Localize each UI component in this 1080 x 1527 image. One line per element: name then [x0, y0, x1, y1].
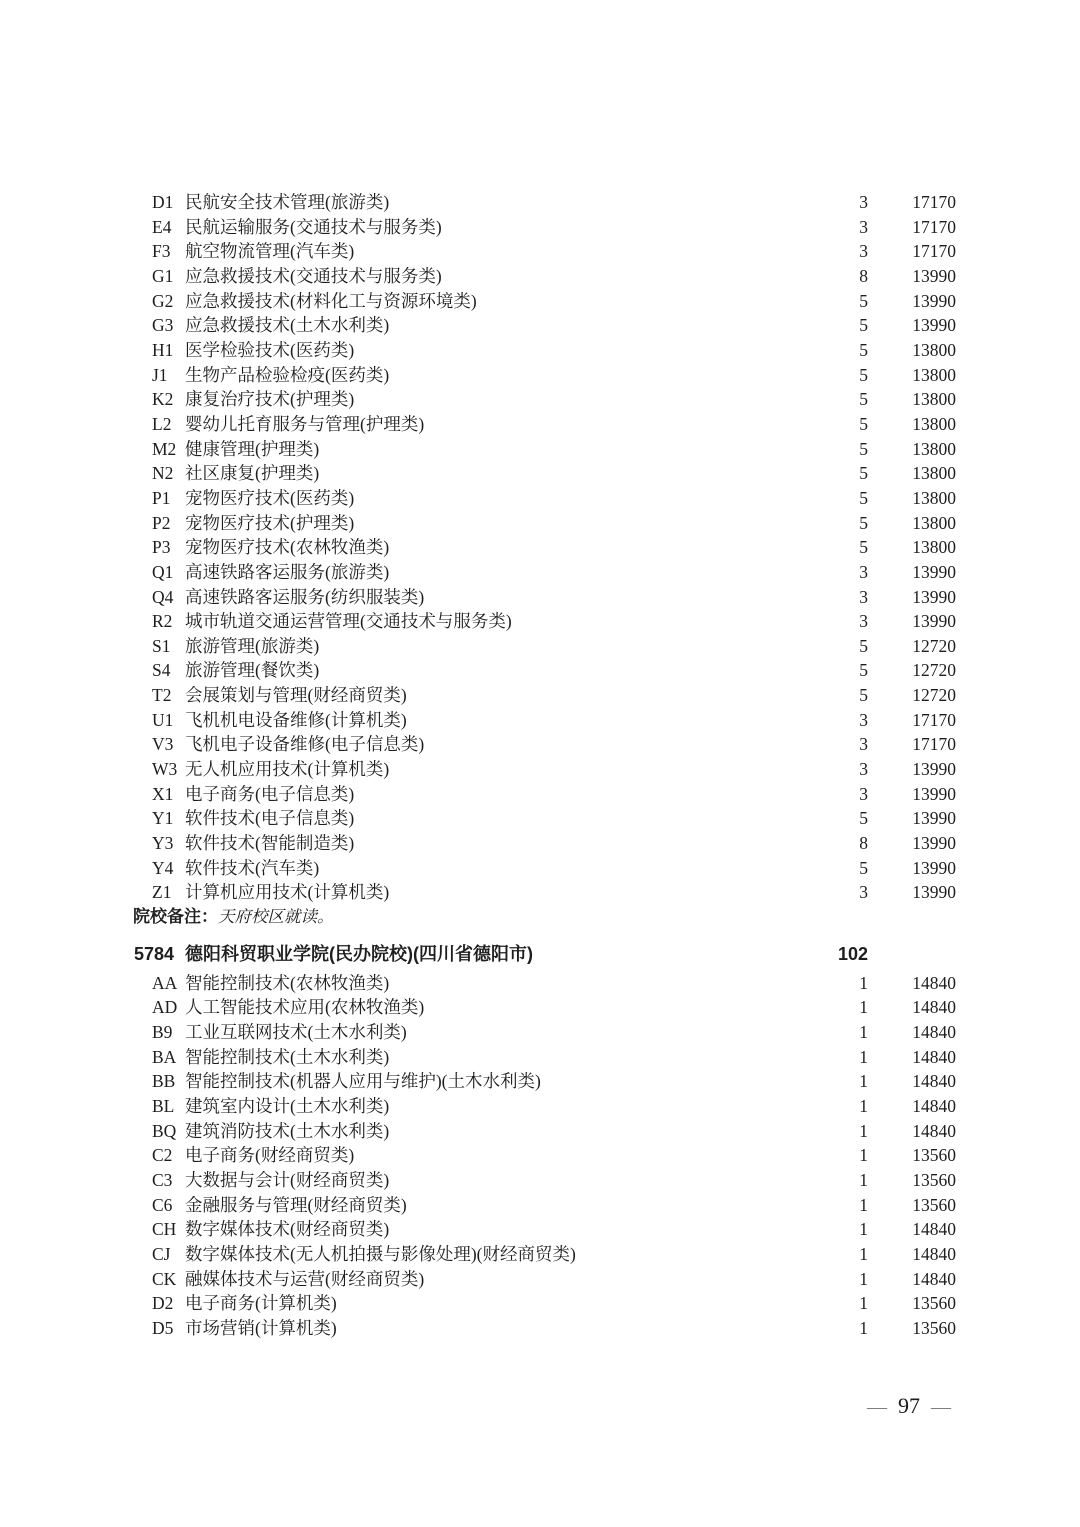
program-code: CK: [152, 1268, 177, 1289]
page-number: 97: [898, 1393, 920, 1418]
tuition-fee: 17170: [912, 734, 956, 755]
plan-count: 1: [859, 1293, 868, 1314]
program-row: [152, 215, 956, 240]
program-code: CH: [152, 1219, 177, 1240]
plan-count: 1: [859, 1095, 868, 1116]
tuition-fee: 13800: [912, 463, 956, 484]
program-code: W3: [152, 759, 178, 780]
tuition-fee: 13800: [912, 487, 956, 508]
program-row: [152, 239, 956, 264]
program-name: 高速铁路客运服务(旅游类): [185, 561, 390, 582]
tuition-fee: 13560: [912, 1194, 956, 1215]
plan-count: 5: [859, 635, 868, 656]
program-name: 飞机机电设备维修(计算机类): [185, 709, 407, 730]
program-row: [152, 1291, 956, 1316]
program-name: 软件技术(智能制造类): [185, 833, 355, 854]
plan-count: 1: [859, 997, 868, 1018]
plan-count: 3: [859, 216, 868, 237]
program-code: E4: [152, 216, 172, 237]
plan-count: 3: [859, 734, 868, 755]
program-code: F3: [152, 241, 171, 262]
program-name: 金融服务与管理(财经商贸类): [185, 1194, 407, 1215]
tuition-fee: 13990: [912, 882, 956, 903]
program-code: D1: [152, 192, 174, 212]
program-name: 数字媒体技术(财经商贸类): [185, 1219, 390, 1240]
program-code: Y4: [152, 857, 174, 878]
tuition-fee: 12720: [912, 660, 956, 681]
program-name: 工业互联网技术(土木水利类): [185, 1022, 407, 1042]
program-row: [152, 511, 956, 536]
program-code: N2: [152, 463, 174, 484]
program-name: 人工智能技术应用(农林牧渔类): [185, 997, 425, 1018]
program-name: 婴幼儿托育服务与管理(护理类): [185, 413, 425, 434]
plan-count: 1: [859, 1145, 868, 1166]
program-row: [152, 1069, 956, 1094]
program-code: G1: [152, 265, 174, 286]
plan-count: 5: [859, 660, 868, 681]
program-code: BL: [152, 1095, 175, 1116]
program-row: [152, 634, 956, 659]
tuition-fee: 13990: [912, 759, 956, 780]
program-row: [152, 1020, 956, 1045]
plan-count: 5: [859, 315, 868, 336]
program-name: 电子商务(计算机类): [185, 1293, 337, 1314]
program-code: H1: [152, 339, 174, 360]
plan-count: 1: [859, 1243, 868, 1264]
program-name: 城市轨道交通运营管理(交通技术与服务类): [185, 611, 512, 632]
program-row: [152, 658, 956, 683]
program-row: [152, 831, 956, 856]
program-row: [152, 1119, 956, 1144]
plan-count: 1: [859, 1071, 868, 1092]
plan-count: 5: [859, 857, 868, 878]
tuition-fee: 14840: [912, 1022, 956, 1042]
program-row: [152, 1217, 956, 1242]
program-code: S1: [152, 635, 171, 656]
tuition-fee: 13560: [912, 1293, 956, 1314]
program-code: Z1: [152, 882, 172, 903]
tuition-fee: 13990: [912, 265, 956, 286]
program-name: 社区康复(护理类): [185, 463, 320, 484]
program-row: [152, 535, 956, 560]
program-row: [152, 1143, 956, 1168]
program-code: AD: [152, 997, 178, 1018]
plan-count: 5: [859, 339, 868, 360]
program-name: 会展策划与管理(财经商贸类): [185, 685, 407, 706]
plan-count: 3: [859, 586, 868, 607]
program-name: 应急救援技术(土木水利类): [185, 315, 390, 336]
tuition-fee: 13990: [912, 561, 956, 582]
tuition-fee: 14840: [912, 1268, 956, 1289]
program-row: [152, 782, 956, 807]
program-row: [152, 1267, 956, 1292]
program-name: 市场营销(计算机类): [185, 1317, 337, 1338]
program-name: 智能控制技术(土木水利类): [185, 1046, 390, 1067]
program-code: D2: [152, 1293, 174, 1314]
tuition-fee: 13990: [912, 857, 956, 878]
tuition-fee: 14840: [912, 972, 956, 993]
program-name: 旅游管理(餐饮类): [185, 660, 320, 681]
program-code: J1: [152, 364, 168, 385]
program-name: 健康管理(护理类): [185, 438, 320, 459]
program-code: Y3: [152, 833, 174, 854]
plan-count: 5: [859, 364, 868, 385]
program-row: [152, 363, 956, 388]
program-row: [152, 412, 956, 437]
footer-right-dash: —: [931, 1396, 951, 1418]
program-row: [152, 1316, 956, 1341]
program-code: R2: [152, 611, 173, 632]
program-name: 应急救援技术(交通技术与服务类): [185, 265, 442, 286]
program-name: 康复治疗技术(护理类): [185, 389, 355, 410]
program-code: U1: [152, 709, 174, 730]
program-code: G2: [152, 290, 174, 311]
tuition-fee: 13800: [912, 364, 956, 385]
institution-plan-total: 102: [837, 943, 868, 964]
program-name: 民航安全技术管理(旅游类): [185, 192, 390, 212]
tuition-fee: 13800: [912, 413, 956, 434]
tuition-fee: 13800: [912, 537, 956, 558]
program-code: Q4: [152, 586, 174, 607]
plan-count: 3: [859, 709, 868, 730]
plan-count: 1: [859, 1219, 868, 1240]
program-name: 医学检验技术(医药类): [185, 339, 355, 360]
program-code: B9: [152, 1022, 173, 1042]
tuition-fee: 13990: [912, 783, 956, 804]
page-footer: [856, 1392, 962, 1421]
institution-header: [134, 941, 956, 968]
program-code: M2: [152, 438, 177, 459]
program-row: [152, 313, 956, 338]
program-code: K2: [152, 389, 174, 410]
tuition-fee: 14840: [912, 1071, 956, 1092]
program-code: BA: [152, 1046, 177, 1067]
program-row: [152, 1193, 956, 1218]
program-name: 智能控制技术(农林牧渔类): [185, 972, 390, 993]
program-row: [152, 289, 956, 314]
program-name: 宠物医疗技术(护理类): [185, 512, 355, 533]
program-code: D5: [152, 1317, 174, 1338]
plan-count: 5: [859, 463, 868, 484]
program-table: [133, 190, 956, 1341]
plan-count: 3: [859, 561, 868, 582]
program-name: 高速铁路客运服务(纺织服装类): [185, 586, 425, 607]
program-name: 旅游管理(旅游类): [185, 635, 320, 656]
plan-count: 5: [859, 389, 868, 410]
program-code: P1: [152, 487, 171, 508]
program-code: P3: [152, 537, 171, 558]
program-name: 建筑室内设计(土木水利类): [185, 1095, 390, 1116]
program-row: [152, 757, 956, 782]
tuition-fee: 17170: [912, 241, 956, 262]
tuition-fee: 12720: [912, 685, 956, 706]
program-code: L2: [152, 413, 172, 434]
table-sections: [133, 190, 956, 1341]
note-text: 天府校区就读。: [218, 907, 334, 927]
program-name: 无人机应用技术(计算机类): [185, 759, 390, 780]
tuition-fee: 13560: [912, 1169, 956, 1190]
program-code: C6: [152, 1194, 173, 1215]
program-name: 生物产品检验检疫(医药类): [185, 364, 390, 385]
plan-count: 3: [859, 783, 868, 804]
plan-count: 5: [859, 685, 868, 706]
program-name: 电子商务(财经商贸类): [185, 1145, 355, 1166]
program-name: 智能控制技术(机器人应用与维护)(土木水利类): [185, 1071, 541, 1092]
program-name: 软件技术(汽车类): [185, 857, 320, 878]
program-code: AA: [152, 972, 178, 993]
program-row: [152, 560, 956, 585]
tuition-fee: 13800: [912, 512, 956, 533]
tuition-fee: 17170: [912, 192, 956, 212]
program-code: C3: [152, 1169, 173, 1190]
program-code: S4: [152, 660, 171, 681]
program-row: [152, 1242, 956, 1267]
program-name: 宠物医疗技术(农林牧渔类): [185, 537, 390, 558]
plan-count: 5: [859, 413, 868, 434]
program-name: 计算机应用技术(计算机类): [185, 882, 390, 903]
program-row: [152, 880, 956, 905]
program-name: 软件技术(电子信息类): [185, 808, 355, 829]
plan-count: 1: [859, 1169, 868, 1190]
program-code: BQ: [152, 1120, 177, 1141]
program-code: C2: [152, 1145, 173, 1166]
program-name: 建筑消防技术(土木水利类): [185, 1120, 390, 1141]
program-row: [152, 585, 956, 610]
tuition-fee: 13800: [912, 339, 956, 360]
program-row: [152, 856, 956, 881]
program-name: 宠物医疗技术(医药类): [185, 487, 355, 508]
program-code: BB: [152, 1071, 176, 1092]
program-name: 航空物流管理(汽车类): [185, 241, 355, 262]
institution-note: [133, 905, 956, 930]
program-row: [152, 683, 956, 708]
tuition-fee: 17170: [912, 709, 956, 730]
program-name: 电子商务(电子信息类): [185, 783, 355, 804]
program-code: V3: [152, 734, 174, 755]
program-row: [152, 486, 956, 511]
tuition-fee: 13990: [912, 611, 956, 632]
program-code: Q1: [152, 561, 174, 582]
program-row: [152, 1168, 956, 1193]
institution-name: 德阳科贸职业学院(民办院校)(四川省德阳市): [185, 943, 533, 964]
tuition-fee: 14840: [912, 1120, 956, 1141]
tuition-fee: 13990: [912, 315, 956, 336]
plan-count: 3: [859, 192, 868, 212]
program-code: T2: [152, 685, 172, 706]
plan-count: 1: [859, 1317, 868, 1338]
plan-count: 1: [859, 1046, 868, 1067]
program-name: 民航运输服务(交通技术与服务类): [185, 216, 442, 237]
tuition-fee: 12720: [912, 635, 956, 656]
tuition-fee: 14840: [912, 1243, 956, 1264]
program-row: [152, 264, 956, 289]
note-label: 院校备注：: [133, 907, 218, 927]
program-row: [152, 609, 956, 634]
program-row: [152, 806, 956, 831]
program-row: [152, 995, 956, 1020]
program-name: 大数据与会计(财经商贸类): [185, 1169, 390, 1190]
plan-count: 1: [859, 1022, 868, 1042]
program-code: P2: [152, 512, 171, 533]
program-row: [152, 387, 956, 412]
program-row: [152, 190, 956, 215]
program-row: [152, 437, 956, 462]
program-name: 数字媒体技术(无人机拍摄与影像处理)(财经商贸类): [185, 1243, 576, 1264]
program-row: [152, 338, 956, 363]
tuition-fee: 14840: [912, 1046, 956, 1067]
tuition-fee: 13560: [912, 1317, 956, 1338]
program-row: [152, 1094, 956, 1119]
footer-left-dash: —: [867, 1396, 887, 1418]
plan-count: 8: [859, 265, 868, 286]
plan-count: 5: [859, 512, 868, 533]
tuition-fee: 13800: [912, 438, 956, 459]
program-code: X1: [152, 783, 174, 804]
tuition-fee: 13560: [912, 1145, 956, 1166]
tuition-fee: 14840: [912, 997, 956, 1018]
institution-code: 5784: [134, 943, 175, 964]
plan-count: 5: [859, 487, 868, 508]
plan-count: 1: [859, 972, 868, 993]
tuition-fee: 14840: [912, 1095, 956, 1116]
plan-count: 5: [859, 290, 868, 311]
program-code: Y1: [152, 808, 174, 829]
plan-count: 3: [859, 882, 868, 903]
program-row: [152, 732, 956, 757]
tuition-fee: 14840: [912, 1219, 956, 1240]
tuition-fee: 13990: [912, 808, 956, 829]
program-name: 应急救援技术(材料化工与资源环境类): [185, 290, 477, 311]
tuition-fee: 17170: [912, 216, 956, 237]
program-name: 融媒体技术与运营(财经商贸类): [185, 1268, 425, 1289]
plan-count: 5: [859, 438, 868, 459]
plan-count: 1: [859, 1120, 868, 1141]
plan-count: 1: [859, 1268, 868, 1289]
program-code: CJ: [152, 1243, 171, 1264]
plan-count: 3: [859, 241, 868, 262]
tuition-fee: 13990: [912, 833, 956, 854]
tuition-fee: 13800: [912, 389, 956, 410]
program-row: [152, 971, 956, 996]
program-row: [152, 708, 956, 733]
program-code: G3: [152, 315, 174, 336]
plan-count: 8: [859, 833, 868, 854]
plan-count: 5: [859, 808, 868, 829]
plan-count: 1: [859, 1194, 868, 1215]
plan-count: 3: [859, 759, 868, 780]
program-row: [152, 461, 956, 486]
program-name: 飞机电子设备维修(电子信息类): [185, 734, 425, 755]
plan-count: 3: [859, 611, 868, 632]
tuition-fee: 13990: [912, 290, 956, 311]
tuition-fee: 13990: [912, 586, 956, 607]
program-row: [152, 1045, 956, 1070]
plan-count: 5: [859, 537, 868, 558]
